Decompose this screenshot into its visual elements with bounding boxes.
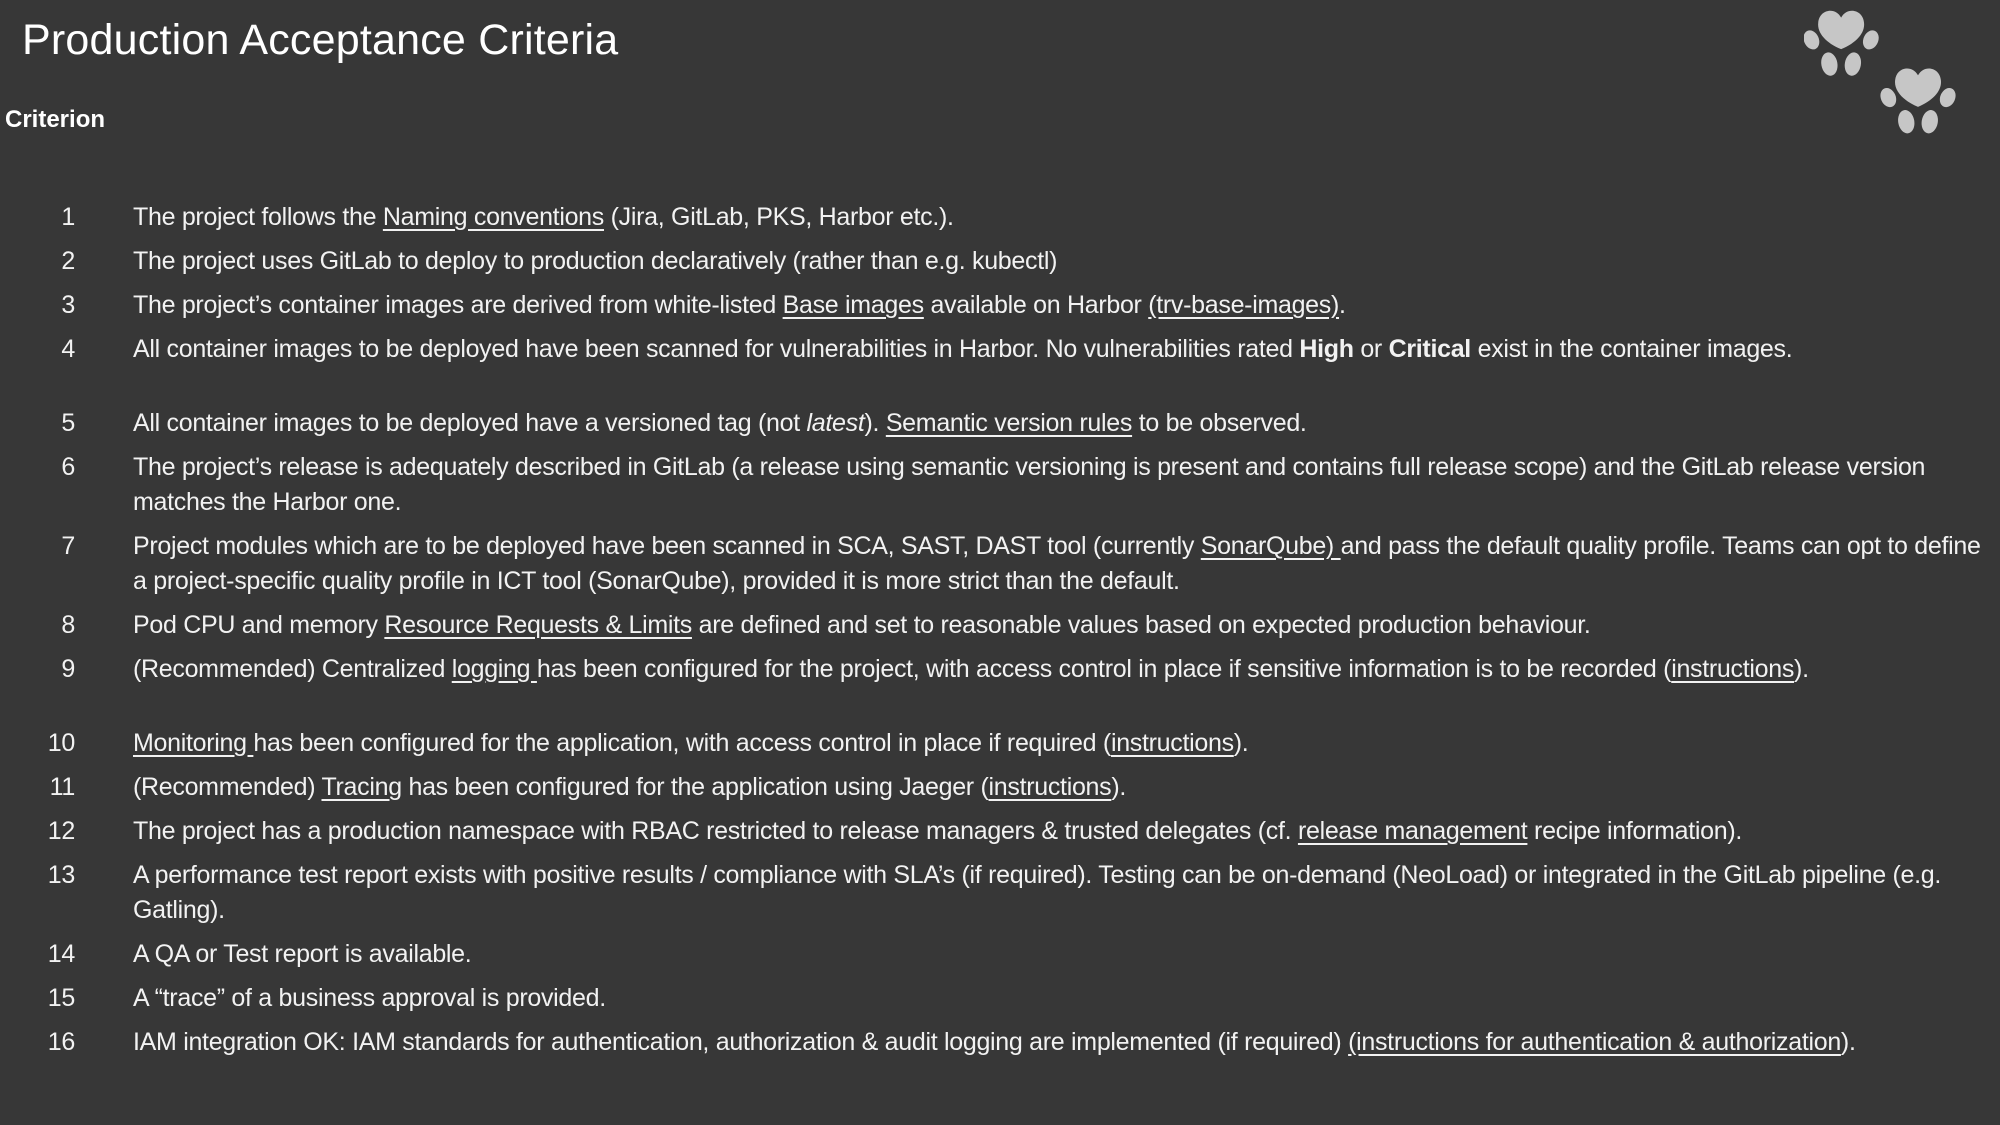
criterion-text (133, 288, 1986, 323)
link[interactable]: Monitoring (133, 729, 254, 757)
criterion-row (0, 529, 1986, 599)
criterion-text (133, 244, 1986, 279)
text-segment: (Recommended) (133, 773, 322, 801)
text-segment: to be observed. (1132, 409, 1307, 437)
link[interactable]: logging (451, 655, 537, 683)
text-segment: has been configured for the application, with access control in place if required ( (253, 729, 1111, 757)
text-segment: The project uses GitLab to deploy to production declaratively (rather than e.g. kubectl) (133, 247, 1058, 275)
text-segment: ). (864, 409, 886, 437)
criterion-number: 6 (61, 453, 75, 481)
text-segment: available on Harbor (923, 291, 1149, 319)
paw-prints-icon (1804, 4, 1980, 156)
criterion-row (0, 406, 1986, 441)
criterion-number: 7 (61, 532, 75, 560)
text-segment: Project modules which are to be deployed have been scanned in SCA, SAST, DAST tool (currently (133, 532, 1201, 560)
criterion-row (0, 1025, 1986, 1060)
link[interactable]: instructions (1671, 655, 1795, 683)
criterion-row (0, 288, 1986, 323)
link[interactable]: Base images (782, 291, 924, 319)
link[interactable]: Tracing (321, 773, 402, 801)
criterion-row (0, 652, 1986, 687)
criterion-number: 14 (47, 940, 75, 968)
criterion-row (0, 200, 1986, 235)
link[interactable]: Semantic version rules (885, 409, 1133, 437)
criterion-text (133, 652, 1986, 687)
criterion-text (133, 1025, 1986, 1060)
text-segment: The project follows the (133, 203, 383, 231)
text-segment: The project has a production namespace with RBAC restricted to release managers & trusted delegates (cf. (133, 817, 1298, 845)
criterion-text (133, 981, 1986, 1016)
criterion-column-header: Criterion (5, 106, 106, 133)
link[interactable]: Naming conventions (382, 203, 604, 231)
text-segment: Critical (1388, 335, 1471, 363)
text-segment: High (1299, 335, 1354, 363)
link[interactable]: Resource Requests & Limits (384, 611, 692, 639)
criterion-number: 1 (61, 203, 75, 231)
text-segment: (Jira, GitLab, PKS, Harbor etc.). (604, 203, 954, 231)
criteria-list (0, 200, 1986, 1069)
criterion-text (133, 332, 1986, 367)
link[interactable]: release management (1297, 817, 1528, 845)
text-segment: IAM integration OK: IAM standards for authentication, authorization & audit logging are implemented (if required) (133, 1028, 1349, 1056)
text-segment: A “trace” of a business approval is provided. (133, 984, 606, 1012)
text-segment: All container images to be deployed have been scanned for vulnerabilities in Harbor. No vulnerabilities rated (133, 335, 1300, 363)
link[interactable]: SonarQube) (1200, 532, 1341, 560)
criterion-row (0, 814, 1986, 849)
criterion-text (133, 406, 1986, 441)
criterion-number: 2 (61, 247, 75, 275)
text-segment: recipe information). (1527, 817, 1743, 845)
criterion-number: 9 (61, 655, 75, 683)
criterion-number: 13 (47, 861, 75, 889)
text-segment: or (1353, 335, 1389, 363)
criterion-row (0, 244, 1986, 279)
link[interactable]: instructions (1110, 729, 1234, 757)
text-segment: and pass the default quality profile. Teams can opt to define a project-specific quality profile in ICT tool (SonarQube), provided it is more strict than the default. (133, 532, 1981, 595)
criterion-row (0, 332, 1986, 367)
criterion-number: 16 (47, 1028, 75, 1056)
text-segment: (Recommended) Centralized (133, 655, 452, 683)
link[interactable]: (trv-base-images) (1148, 291, 1340, 319)
criterion-row (0, 450, 1986, 520)
text-segment: has been configured for the application using Jaeger ( (401, 773, 989, 801)
text-segment: The project’s container images are derived from white-listed (133, 291, 783, 319)
criterion-text (133, 450, 1986, 520)
criterion-text (133, 814, 1986, 849)
criterion-row (0, 981, 1986, 1016)
link[interactable]: (instructions for authentication & authorization (1348, 1028, 1841, 1056)
criterion-number: 12 (47, 817, 75, 845)
criterion-number: 11 (49, 773, 75, 801)
criterion-text (133, 770, 1986, 805)
text-segment: latest (806, 409, 865, 437)
text-segment: ). (1840, 1028, 1856, 1056)
criterion-text (133, 608, 1986, 643)
criterion-text (133, 858, 1986, 928)
text-segment: are defined and set to reasonable values based on expected production behaviour. (691, 611, 1591, 639)
text-segment: ). (1233, 729, 1249, 757)
text-segment: ). (1111, 773, 1127, 801)
criterion-number: 15 (47, 984, 75, 1012)
criterion-row (0, 858, 1986, 928)
criterion-number: 3 (61, 291, 75, 319)
criterion-number: 10 (47, 729, 75, 757)
criterion-number: 4 (61, 335, 75, 363)
text-segment: has been configured for the project, with access control in place if sensitive information is to be recorded ( (536, 655, 1672, 683)
criterion-row (0, 726, 1986, 761)
criterion-text (133, 726, 1986, 761)
text-segment: . (1339, 291, 1346, 319)
text-segment: Pod CPU and memory (133, 611, 385, 639)
criterion-text (133, 529, 1986, 599)
criterion-row (0, 937, 1986, 972)
criterion-number: 5 (61, 409, 75, 437)
text-segment: ). (1794, 655, 1809, 683)
text-segment: All container images to be deployed have a versioned tag (not (133, 409, 807, 437)
criterion-number: 8 (61, 611, 75, 639)
text-segment: exist in the container images. (1470, 335, 1793, 363)
criterion-row (0, 608, 1986, 643)
page-title: Production Acceptance Criteria (22, 16, 619, 64)
text-segment: The project’s release is adequately described in GitLab (a release using semantic versioning is present and contains full release scope) and the GitLab release version matches the Harbor one. (133, 453, 1926, 516)
text-segment: A performance test report exists with positive results / compliance with SLA’s (if required). Testing can be on-demand (NeoLoad) or integrated in the GitLab pipeline (e.g. Gatling). (133, 861, 1942, 924)
criterion-text (133, 937, 1986, 972)
text-segment: A QA or Test report is available. (133, 940, 472, 968)
criterion-row (0, 770, 1986, 805)
criterion-text (133, 200, 1986, 235)
link[interactable]: instructions (988, 773, 1112, 801)
